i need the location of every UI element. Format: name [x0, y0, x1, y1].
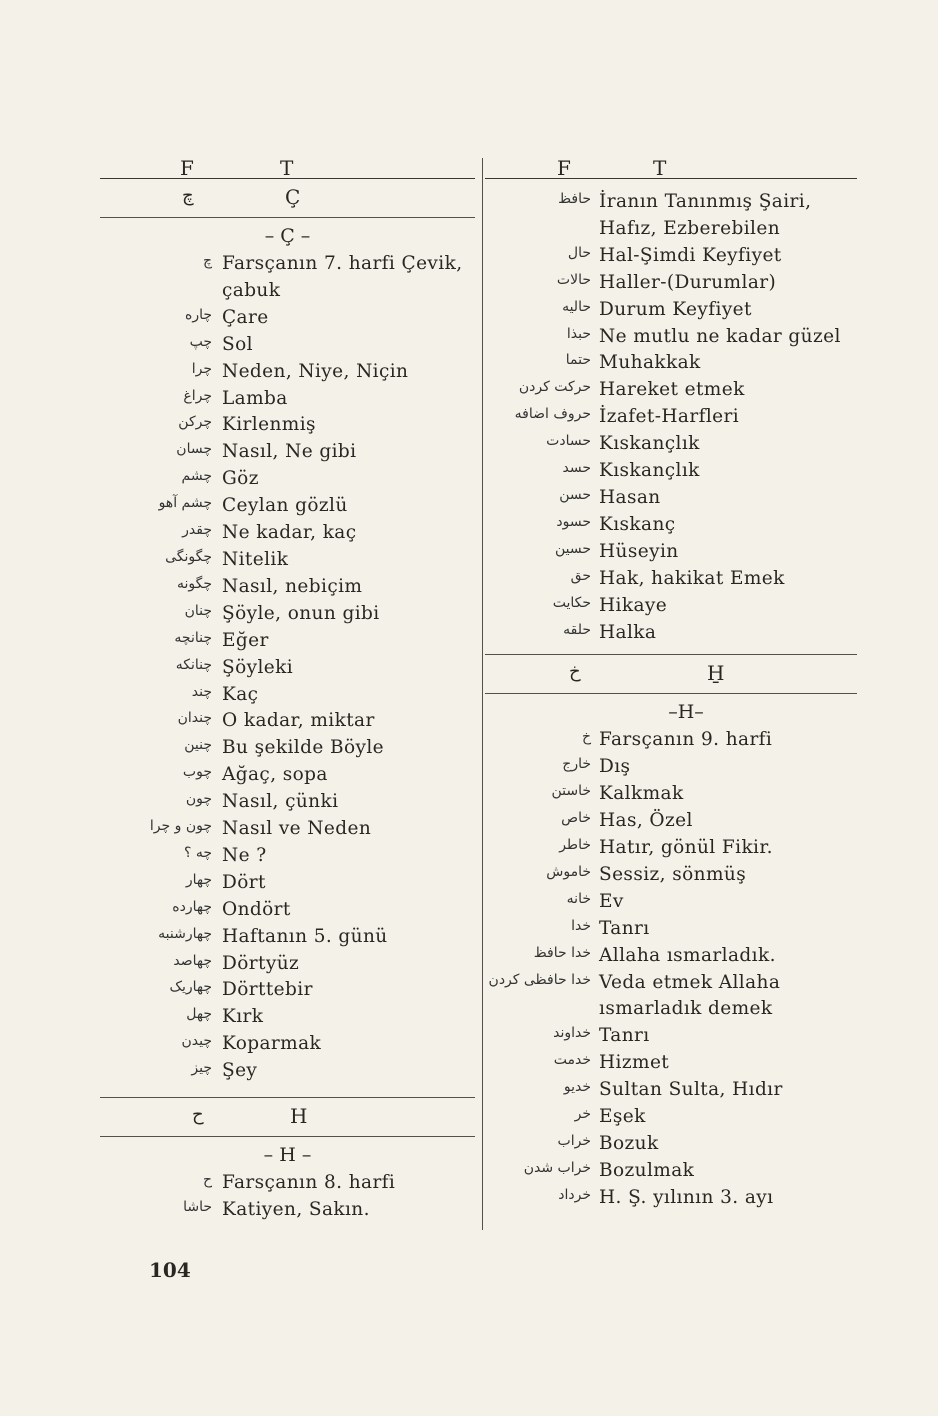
dictionary-entry [100, 682, 475, 709]
dictionary-entry [485, 754, 857, 781]
persian-word: خدا حافظ [533, 944, 591, 961]
persian-word: چگونگی [165, 548, 212, 565]
dictionary-entry [100, 574, 475, 601]
persian-word: چون [185, 791, 212, 808]
dictionary-entry [485, 808, 857, 835]
turkish-translation: Şey [222, 1060, 258, 1082]
turkish-translation: O kadar, miktar [222, 710, 375, 732]
turkish-translation: Ceylan gözlü [222, 495, 348, 517]
turkish-translation: Ondört [222, 898, 291, 920]
persian-word: حکایت [552, 594, 591, 611]
persian-word: خدمت [553, 1052, 591, 1069]
dictionary-entry [100, 439, 475, 466]
turkish-translation: Ev [599, 890, 624, 912]
header-t: T [653, 156, 667, 180]
persian-word: چندان [177, 710, 212, 727]
persian-word: چنین [184, 737, 212, 754]
dictionary-entry [485, 189, 857, 243]
turkish-translation: Hareket etmek [599, 379, 745, 401]
turkish-translation: Nasıl, çünki [222, 791, 339, 813]
turkish-translation: Şöyle, onun gibi [222, 602, 380, 624]
entry-list [100, 1170, 475, 1224]
dictionary-entry [100, 897, 475, 924]
persian-word: حاشا [183, 1199, 212, 1215]
dictionary-entry [100, 493, 475, 520]
turkish-translation: Neden, Niye, Niçin [222, 360, 409, 382]
persian-word: چهاریک [169, 979, 212, 996]
persian-word: چشم [181, 468, 212, 485]
turkish-translation: Bu şekilde Böyle [222, 737, 384, 759]
dictionary-entry [485, 1131, 857, 1158]
page-number: 104 [149, 1258, 191, 1282]
section-subheading: –H– [668, 701, 704, 724]
persian-word: چاره [184, 306, 212, 323]
dictionary-entry [485, 727, 857, 754]
dictionary-entry [485, 835, 857, 862]
turkish-translation: Muhakkak [599, 352, 701, 374]
persian-word: خاطر [559, 837, 591, 854]
dictionary-entry [100, 359, 475, 386]
dictionary-entry [485, 404, 857, 431]
turkish-translation: Göz [222, 468, 259, 490]
dictionary-entry [100, 977, 475, 1004]
dictionary-entry [100, 412, 475, 439]
persian-word: چگونه [176, 575, 212, 592]
persian-word: حبذا [566, 325, 591, 342]
header-t: T [280, 156, 294, 180]
turkish-translation: Kaç [222, 683, 259, 705]
persian-word: چ [202, 253, 212, 269]
section-subheading: – Ç – [264, 225, 311, 247]
persian-word: چوب [182, 764, 212, 781]
turkish-translation: Kıskançlık [599, 433, 700, 455]
dictionary-entry [100, 816, 475, 843]
persian-word: چپ [189, 333, 212, 350]
turkish-translation: Hak, hakikat Emek [599, 567, 785, 589]
persian-word: چقدر [182, 522, 212, 539]
turkish-translation: Hikaye [599, 594, 668, 616]
turkish-translation: Koparmak [222, 1033, 322, 1055]
turkish-translation: Has, Özel [599, 810, 693, 832]
turkish-translation: Kirlenmiş [222, 414, 316, 436]
turkish-translation: Nasıl ve Neden [222, 818, 372, 840]
dictionary-entry [100, 332, 475, 359]
turkish-translation: Dış [599, 756, 631, 778]
persian-word: خاص [561, 810, 591, 827]
persian-word: چهل [186, 1006, 212, 1023]
entry-list [485, 727, 857, 1211]
turkish-translation: Kıskançlık [599, 460, 700, 482]
persian-word: حالیه [562, 298, 591, 315]
persian-word: حروف اضافه [514, 406, 591, 423]
dictionary-entry [100, 870, 475, 897]
dictionary-entry [100, 601, 475, 628]
turkish-translation: Hasan [599, 486, 661, 508]
column-header [485, 150, 857, 179]
persian-word: خرداد [558, 1186, 591, 1203]
turkish-translation: Sol [222, 333, 253, 355]
persian-word: حسین [554, 540, 591, 557]
turkish-translation: Dörttebir [222, 979, 313, 1001]
section-subheading: – H – [263, 1144, 312, 1167]
header-f: F [557, 156, 571, 180]
dictionary-entry [485, 970, 857, 1024]
persian-word: چنان [184, 602, 212, 619]
right-column [485, 150, 857, 1212]
section-latin-letter: H̱ [707, 661, 725, 686]
dictionary-entry [485, 512, 857, 539]
persian-word: حلقه [563, 621, 591, 638]
turkish-translation: Nasıl, Ne gibi [222, 441, 357, 463]
turkish-translation: Durum Keyfiyet [599, 298, 752, 320]
dictionary-entry [485, 270, 857, 297]
dictionary-entry [485, 1077, 857, 1104]
turkish-translation: Farsçanın 9. harfi [599, 729, 773, 751]
dictionary-entry [100, 735, 475, 762]
persian-word: حال [567, 244, 591, 261]
turkish-translation: Kırk [222, 1006, 264, 1028]
dictionary-entry [485, 889, 857, 916]
left-column [100, 150, 475, 1224]
persian-word: چیز [191, 1060, 212, 1077]
section-heading [100, 1097, 475, 1137]
section-arabic-letter: خ [569, 661, 581, 683]
dictionary-entry [485, 566, 857, 593]
column-divider [482, 158, 483, 1230]
turkish-translation: Katiyen, Sakın. [222, 1199, 370, 1220]
turkish-translation: Farsçanın 8. harfi [222, 1172, 396, 1194]
turkish-translation: Bozulmak [599, 1159, 695, 1181]
turkish-translation: Nasıl, nebiçim [222, 575, 363, 597]
entry-list [485, 189, 857, 646]
persian-word: حق [570, 567, 591, 584]
turkish-translation: H. Ş. yılının 3. ayı [599, 1186, 774, 1208]
persian-word: چهارده [172, 898, 212, 915]
section-heading [485, 654, 857, 694]
persian-word: خارج [562, 756, 591, 773]
dictionary-entry [100, 708, 475, 735]
dictionary-entry [485, 431, 857, 458]
dictionary-entry [485, 297, 857, 324]
persian-word: حالات [556, 271, 591, 288]
section-heading [100, 179, 475, 218]
persian-word: چهاصد [173, 952, 212, 969]
dictionary-entry [485, 943, 857, 970]
dictionary-entry [100, 251, 475, 305]
dictionary-entry [100, 1004, 475, 1031]
persian-word: حرکت کردن [518, 379, 591, 396]
dictionary-entry [100, 843, 475, 870]
column-header [100, 150, 475, 179]
turkish-translation: Hatır, gönül Fikir. [599, 837, 773, 859]
persian-word: چهارشنبه [158, 925, 212, 942]
persian-word: حسادت [546, 433, 591, 450]
dictionary-entry [485, 485, 857, 512]
dictionary-entry [485, 1023, 857, 1050]
turkish-translation: Tanrı [599, 1025, 650, 1047]
dictionary-entry [485, 916, 857, 943]
turkish-translation: Dört [222, 871, 266, 893]
persian-word: خ [581, 729, 591, 746]
persian-word: خانه [566, 890, 591, 907]
dictionary-entry [100, 789, 475, 816]
turkish-translation: Nitelik [222, 548, 289, 570]
turkish-translation: Tanrı [599, 917, 650, 939]
turkish-translation: Eşek [599, 1106, 646, 1128]
turkish-translation: Ne kadar, kaç [222, 522, 357, 544]
dictionary-entry [100, 655, 475, 682]
header-f: F [180, 156, 194, 180]
dictionary-entry [100, 305, 475, 332]
persian-word: چسان [176, 441, 212, 458]
dictionary-entry [100, 520, 475, 547]
dictionary-entry [485, 324, 857, 351]
dictionary-entry [100, 466, 475, 493]
turkish-translation: Hizmet [599, 1052, 670, 1074]
entry-list [100, 251, 475, 1085]
dictionary-entry [485, 243, 857, 270]
persian-word: چراغ [183, 387, 212, 404]
dictionary-entry [485, 593, 857, 620]
turkish-translation: Ne ? [222, 844, 267, 866]
dictionary-entry [485, 620, 857, 647]
persian-word: چند [191, 683, 212, 700]
turkish-translation: Farsçanın 7. harfi Çevik, çabuk [222, 253, 463, 301]
dictionary-entry [100, 924, 475, 951]
dictionary-entry [485, 781, 857, 808]
dictionary-entry [100, 951, 475, 978]
persian-word: خراب شدن [523, 1159, 591, 1176]
section-arabic-letter: چ [182, 185, 194, 206]
dictionary-entry [100, 1170, 475, 1197]
turkish-translation: Kıskanç [599, 513, 676, 535]
dictionary-entry [485, 1158, 857, 1185]
persian-word: چرا [191, 360, 212, 377]
persian-word: چشم آهو [158, 495, 212, 512]
persian-word: خاستن [551, 783, 591, 800]
persian-word: خاموش [546, 863, 591, 880]
turkish-translation: Bozuk [599, 1133, 659, 1154]
persian-word: چنانکه [175, 656, 212, 673]
turkish-translation: Dörtyüz [222, 952, 300, 974]
persian-word: حسد [562, 460, 591, 477]
persian-word: خداوند [553, 1025, 591, 1042]
section-latin-letter: H [290, 1104, 308, 1129]
dictionary-entry [100, 1031, 475, 1058]
turkish-translation: Haller-(Durumlar) [599, 271, 777, 293]
turkish-translation: Sessiz, sönmüş [599, 863, 747, 885]
turkish-translation: Allaha ısmarladık. [599, 944, 776, 966]
persian-word: حسن [559, 486, 591, 503]
persian-word: ح [202, 1172, 212, 1189]
dictionary-entry [485, 350, 857, 377]
dictionary-entry [485, 458, 857, 485]
turkish-translation: İzafet-Harfleri [599, 406, 740, 428]
persian-word: حافظ [558, 191, 591, 207]
turkish-translation: Ne mutlu ne kadar güzel [599, 325, 841, 347]
turkish-translation: Hal-Şimdi Keyfiyet [599, 244, 782, 266]
dictionary-entry [485, 862, 857, 889]
dictionary-entry [100, 386, 475, 413]
dictionary-entry [100, 1197, 475, 1224]
turkish-translation: Lamba [222, 387, 288, 409]
persian-word: خدا [571, 917, 591, 934]
persian-word: چنانچه [174, 629, 212, 646]
dictionary-entry [100, 547, 475, 574]
dictionary-entry [485, 377, 857, 404]
dictionary-entry [100, 1058, 475, 1085]
persian-word: خراب [557, 1133, 591, 1149]
dictionary-entry [485, 539, 857, 566]
persian-word: حتما [565, 352, 591, 369]
dictionary-entry [485, 1185, 857, 1212]
turkish-translation: Kalkmak [599, 783, 684, 805]
persian-word: چرکن [178, 414, 212, 431]
dictionary-entry [100, 628, 475, 655]
persian-word: خدا حافظی کردن [488, 971, 591, 988]
turkish-translation: Halka [599, 621, 657, 643]
persian-word: چون و چرا [149, 818, 212, 835]
persian-word: چهار [185, 871, 212, 888]
dictionary-entry [485, 1050, 857, 1077]
turkish-translation: Hüseyin [599, 540, 679, 562]
persian-word: چیدن [181, 1033, 212, 1050]
turkish-translation: Veda etmek Allaha ısmarladık demek [599, 971, 781, 1020]
turkish-translation: İranın Tanınmış Şairi, Hafız, Ezberebilen [599, 191, 812, 239]
persian-word: خدیو [563, 1079, 591, 1096]
persian-word: چه ؟ [183, 844, 212, 861]
turkish-translation: Sultan Sulta, Hıdır [599, 1079, 783, 1101]
section-arabic-letter: ح [192, 1104, 204, 1126]
turkish-translation: Çare [222, 306, 269, 328]
dictionary-entry [100, 762, 475, 789]
persian-word: حسود [556, 513, 591, 530]
turkish-translation: Haftanın 5. günü [222, 925, 388, 947]
dictionary-entry [485, 1104, 857, 1131]
turkish-translation: Ağaç, sopa [222, 764, 328, 786]
persian-word: خر [574, 1106, 591, 1123]
turkish-translation: Eğer [222, 629, 269, 651]
section-latin-letter: Ç [285, 185, 301, 209]
turkish-translation: Şöyleki [222, 656, 294, 678]
